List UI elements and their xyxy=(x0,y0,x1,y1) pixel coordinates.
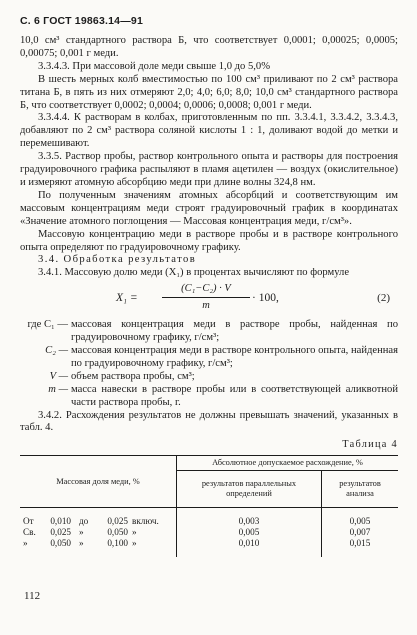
table-cell-range xyxy=(20,527,177,538)
range-to: 0,100 xyxy=(107,538,128,549)
table-caption: Таблица 4 xyxy=(342,439,398,451)
paragraph: По полученным значениям атомных абсорбций и соответствующим им массовым концентрациям меди строят градуировочный график в координатах «Значение атомного поглощения — Массовая концентрация меди, г/см³». xyxy=(20,189,398,227)
range-prefix: От xyxy=(23,516,34,527)
range-from: 0,010 xyxy=(50,516,71,527)
tolerance-table xyxy=(20,455,398,557)
table-cell-range xyxy=(20,538,177,557)
table-cell-analysis: 0,005 xyxy=(349,516,371,527)
table-cell-analysis: 0,007 xyxy=(349,527,371,538)
table-cell-parallel: 0,003 xyxy=(177,508,322,528)
table-cell-parallel: 0,010 xyxy=(177,538,322,557)
range-from: 0,025 xyxy=(50,527,71,538)
range-suffix: » xyxy=(132,527,137,538)
definition-symbol: C₂ — xyxy=(45,345,68,357)
range-to-word: » xyxy=(79,538,84,549)
definition-row xyxy=(20,319,398,345)
paragraph: 3.4.2. Расхождения результатов не должны превышать значений, указанных в табл. 4. xyxy=(20,409,398,434)
page-header: С. 6 ГОСТ 19863.14—91 xyxy=(20,15,143,27)
table-row xyxy=(20,508,398,528)
table-row xyxy=(20,538,398,557)
table-header-group: Абсолютное допускаемое расхождение, % xyxy=(177,456,399,471)
paragraph: 3.3.5. Раствор пробы, раствор контрольного опыта и растворы для построения градуировочного графика распыляют в пламя ацетилен — воздух (окислительное) и измеряют атомную абсорбцию меди при длине волны 324,8 нм. xyxy=(20,151,398,188)
variable-definitions xyxy=(20,319,398,409)
formula xyxy=(20,283,398,317)
range-to-word: до xyxy=(79,516,89,527)
table-header-mass-fraction: Массовая доля меди, % xyxy=(20,456,177,508)
section-heading: 3.4. Обработка результатов xyxy=(38,254,197,266)
definition-row xyxy=(20,345,398,371)
document-body xyxy=(20,35,398,557)
definition-text: массовая концентрация меди в растворе пробы, найденная по градуировочному графику, г/см³; xyxy=(71,319,398,344)
definition-row xyxy=(20,384,398,410)
range-from: 0,050 xyxy=(50,538,71,549)
definition-text: массовая концентрация меди в растворе контрольного опыта, найденная по градуировочному графику, г/см³; xyxy=(71,345,398,369)
definition-text: объем раствора пробы, см³; xyxy=(71,370,195,382)
range-to-word: » xyxy=(79,527,84,538)
formula-number: (2) xyxy=(377,292,390,305)
table-cell-parallel: 0,005 xyxy=(177,527,322,538)
formula-fraction xyxy=(162,283,250,313)
paragraph: 3.3.4.4. К растворам в колбах, приготовленным по пп. 3.3.4.1, 3.3.4.2, 3.3.4.3, добавляют по 2 см³ раствора соляной кислоты 1 : 1, доливают водой до метки и перемешивают. xyxy=(20,112,398,150)
formula-numerator: (C₁−C₂) · V xyxy=(162,283,250,298)
table-row xyxy=(20,527,398,538)
range-to: 0,025 xyxy=(107,516,128,527)
paragraph: 10,0 см³ стандартного раствора Б, что соответствует 0,0001; 0,00025; 0,0005; 0,00075; 0,001 г меди. xyxy=(20,35,398,59)
range-suffix: » xyxy=(132,538,137,549)
table-cell-range xyxy=(20,508,177,528)
paragraph: 3.3.4.3. При массовой доле меди свыше 1,0 до 5,0% xyxy=(38,60,271,72)
page-number: 112 xyxy=(24,590,41,602)
definition-text: масса навески в растворе пробы или в соответствующей аликвотной части раствора пробы, г. xyxy=(71,383,398,408)
range-to: 0,050 xyxy=(107,527,128,538)
definition-symbol: m — xyxy=(48,383,68,395)
paragraph: В шесть мерных колб вместимостью по 100 см³ приливают по 2 см³ раствора титана Б, в пять из них отмеряют 2,0; 4,0; 6,0; 8,0; 10,0 см³ стандартного раствора Б, что соответствует 0,0002; 0,0004; 0,0006; 0,0008; 0,001 г меди. xyxy=(20,73,398,111)
definition-symbol: V — xyxy=(49,370,68,382)
range-suffix: включ. xyxy=(132,516,159,527)
paragraph: Массовую концентрацию меди в растворе пробы и в растворе контрольного опыта определяют по градуировочному графику. xyxy=(20,228,398,253)
table-header-analysis: результатов анализа xyxy=(339,479,381,499)
definition-symbol: где C₁ — xyxy=(27,319,68,331)
table-cell-analysis: 0,015 xyxy=(349,538,371,549)
formula-denominator: m xyxy=(202,300,210,312)
formula-lhs: X₁ = xyxy=(116,292,138,305)
formula-tail: · 100, xyxy=(252,292,279,305)
paragraph: 3.4.1. Массовую долю меди (X₁) в процентах вычисляют по формуле xyxy=(38,267,350,279)
table-header-parallel: результатов параллельных определений xyxy=(177,471,322,508)
definition-row xyxy=(20,371,398,384)
range-prefix: Св. xyxy=(23,527,36,538)
range-prefix: » xyxy=(23,538,28,549)
